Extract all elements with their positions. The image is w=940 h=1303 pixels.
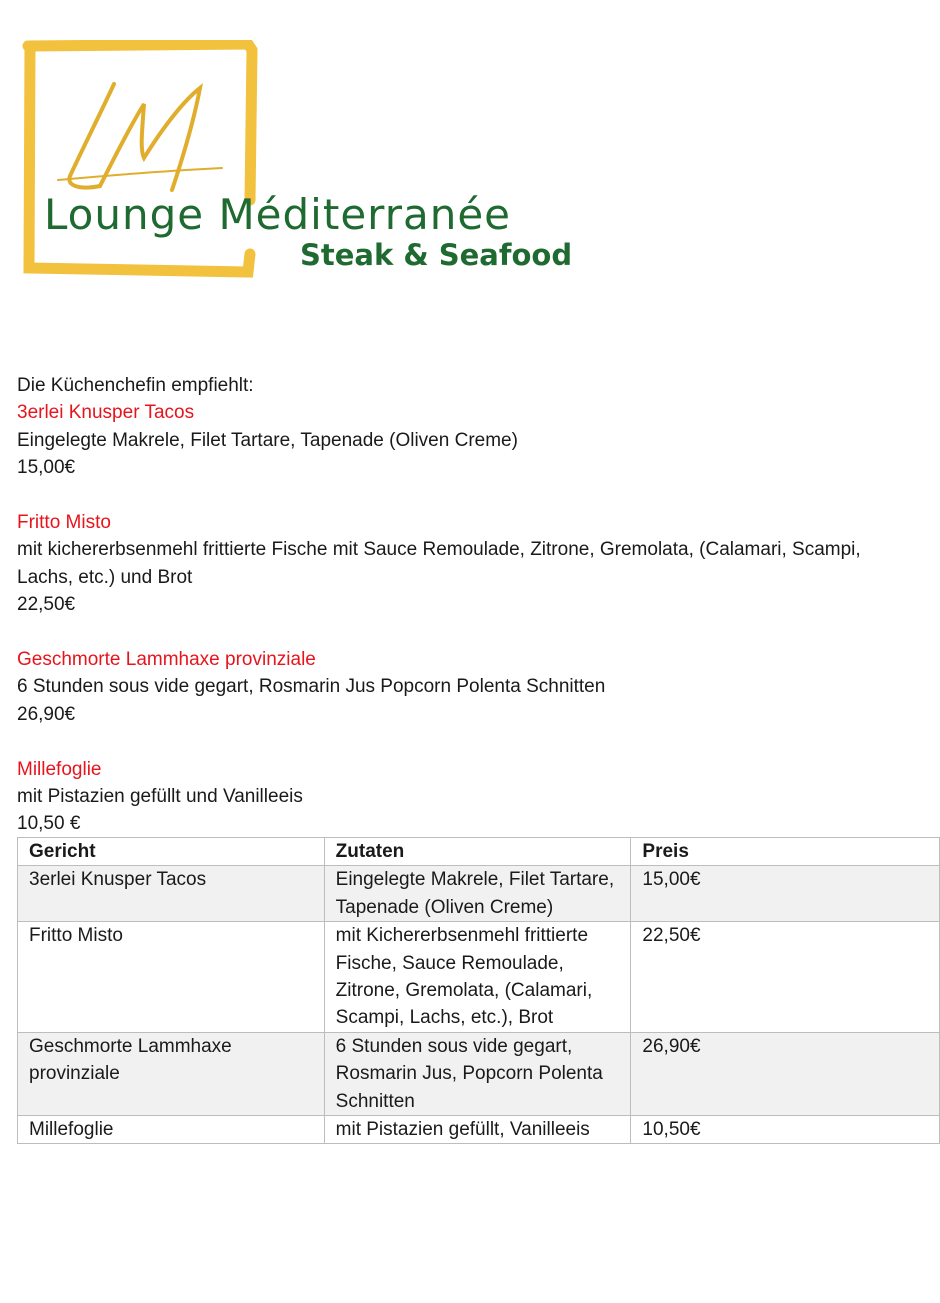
cell-price: 15,00€ bbox=[631, 866, 940, 922]
dish-description: 6 Stunden sous vide gegart, Rosmarin Jus Popcorn Polenta Schnitten bbox=[17, 676, 606, 698]
spacer bbox=[17, 482, 917, 509]
cell-price: 26,90€ bbox=[631, 1032, 940, 1115]
cell-ingredients: Eingelegte Makrele, Filet Tartare, Tapenade (Oliven Creme) bbox=[324, 866, 631, 922]
logo-tagline-text: Steak & Seafood bbox=[300, 238, 573, 272]
dish-name: Geschmorte Lammhaxe provinziale bbox=[17, 649, 316, 671]
dish-name: 3erlei Knusper Tacos bbox=[17, 402, 195, 424]
cell-price: 22,50€ bbox=[631, 922, 940, 1033]
spacer bbox=[17, 728, 917, 755]
cell-price: 10,50€ bbox=[631, 1116, 940, 1144]
dish-price: 10,50 € bbox=[17, 813, 81, 835]
cell-ingredients: mit Kichererbsenmehl frittierte Fische, Sauce Remoulade, Zitrone, Gremolata, (Calamari, Scampi, Lachs, etc.), Brot bbox=[324, 922, 631, 1033]
intro-text: Die Küchenchefin empfiehlt: bbox=[17, 375, 254, 396]
dish-price: 15,00€ bbox=[17, 457, 76, 479]
column-header-dish: Gericht bbox=[18, 838, 325, 866]
table-row bbox=[18, 922, 940, 1033]
table-row bbox=[18, 1032, 940, 1115]
cell-dish: Fritto Misto bbox=[18, 922, 325, 1033]
cell-dish: Geschmorte Lammhaxe provinziale bbox=[18, 1032, 325, 1115]
menu-recommendations bbox=[17, 372, 917, 838]
menu-table bbox=[17, 837, 940, 1144]
dish-price: 26,90€ bbox=[17, 703, 76, 725]
dish-description: Eingelegte Makrele, Filet Tartare, Tapenade (Oliven Creme) bbox=[17, 429, 518, 451]
spacer bbox=[17, 619, 917, 646]
table-header-row bbox=[18, 838, 940, 866]
cell-ingredients: mit Pistazien gefüllt, Vanilleeis bbox=[324, 1116, 631, 1144]
dish-name: Millefoglie bbox=[17, 758, 102, 780]
dish-description: mit Pistazien gefüllt und Vanilleeis bbox=[17, 786, 303, 808]
cell-ingredients: 6 Stunden sous vide gegart, Rosmarin Jus, Popcorn Polenta Schnitten bbox=[324, 1032, 631, 1115]
table-row bbox=[18, 866, 940, 922]
column-header-ingredients: Zutaten bbox=[324, 838, 631, 866]
dish-name: Fritto Misto bbox=[17, 512, 111, 534]
dish-description: mit kichererbsenmehl frittierte Fische mit Sauce Remoulade, Zitrone, Gremolata, (Calamari, Scampi, Lachs, etc.) und Brot bbox=[17, 539, 861, 588]
cell-dish: 3erlei Knusper Tacos bbox=[18, 866, 325, 922]
dish-price: 22,50€ bbox=[17, 594, 76, 616]
table-row bbox=[18, 1116, 940, 1144]
column-header-price: Preis bbox=[631, 838, 940, 866]
restaurant-logo bbox=[22, 40, 592, 280]
cell-dish: Millefoglie bbox=[18, 1116, 325, 1144]
logo-name-text: Lounge Méditerranée bbox=[44, 190, 511, 239]
